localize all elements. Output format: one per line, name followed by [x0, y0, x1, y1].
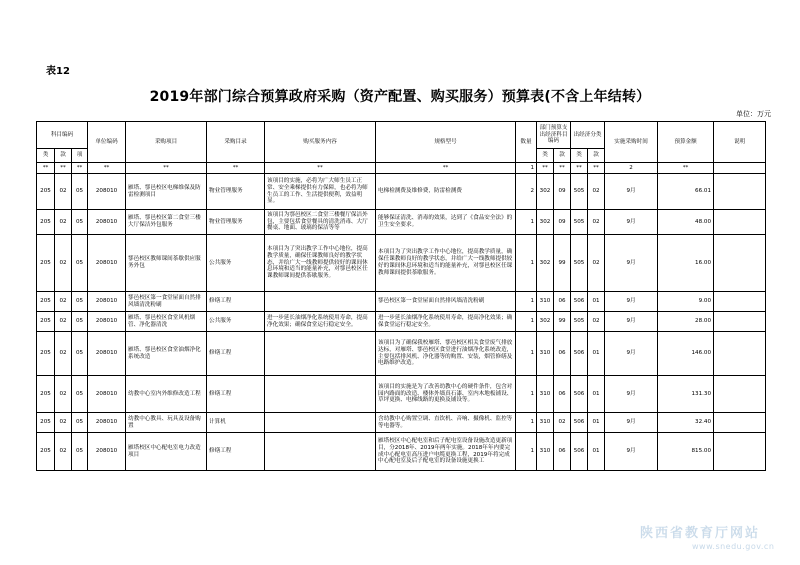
cell-time: 9月: [605, 174, 658, 210]
table-row: [37, 210, 766, 235]
header-spec: 规格型号: [376, 122, 516, 163]
header-subject-code: 科目编码: [37, 122, 88, 149]
cell-spec: 该项目为了确保我校雁塔、鄠邑校区相关食堂废气排放达标，对雁塔、鄠邑校区食堂进行油烟净化系统改造，主要包括排风机、净化器等的购置、安装，烟管修缮及电路维护改造。: [376, 332, 516, 376]
marker-cell: **: [265, 163, 376, 174]
cell-e2: 06: [554, 332, 571, 376]
marker-cell: 2: [605, 163, 658, 174]
cell-catalog: 公共服务: [207, 312, 265, 332]
header-lei: 类: [37, 149, 55, 163]
header-quantity: 数量: [516, 122, 537, 163]
cell-e2: 99: [554, 312, 571, 332]
cell-project: 鄠邑校区教师课间茶歇供应服务外包: [126, 235, 207, 292]
cell-kuan: 02: [55, 332, 72, 376]
cell-e3: 505: [571, 174, 588, 210]
cell-xiang: 05: [72, 312, 88, 332]
marker-cell: **: [88, 163, 126, 174]
cell-time: 9月: [605, 312, 658, 332]
header-outsource: 出经济分类: [571, 122, 605, 149]
cell-e4: 02: [588, 235, 605, 292]
budget-table: [36, 121, 766, 471]
cell-kuan: 02: [55, 376, 72, 413]
cell-content: [265, 292, 376, 312]
cell-e1: 302: [537, 210, 554, 235]
cell-xiang: 05: [72, 292, 88, 312]
cell-project: 雁塔、鄠邑校区食堂风机烟管、净化器清洗: [126, 312, 207, 332]
cell-e4: 01: [588, 292, 605, 312]
cell-amount: 146.00: [658, 332, 714, 376]
marker-cell: **: [658, 163, 714, 174]
cell-note: [714, 292, 766, 312]
cell-e1: 302: [537, 235, 554, 292]
cell-amount: 131.30: [658, 376, 714, 413]
cell-spec: 含幼教中心购置空调、直饮机、音响、摄像机、监控等等电器等。: [376, 413, 516, 433]
cell-note: [714, 235, 766, 292]
cell-time: 9月: [605, 210, 658, 235]
cell-content: 进一步延长油烟净化系统使用寿命，提高净化效果；确保食堂运行稳定安全。: [265, 312, 376, 332]
cell-e1: 310: [537, 292, 554, 312]
cell-time: 9月: [605, 292, 658, 312]
cell-e1: 302: [537, 174, 554, 210]
cell-amount: 9.00: [658, 292, 714, 312]
cell-xiang: 05: [72, 433, 88, 471]
header-time: 实施采购时间: [605, 122, 658, 163]
cell-lei: 205: [37, 413, 55, 433]
cell-project: 雁塔、鄠邑校区电梯维保及防雷检测项目: [126, 174, 207, 210]
cell-e4: 01: [588, 433, 605, 471]
cell-unit: 208010: [88, 174, 126, 210]
cell-note: [714, 174, 766, 210]
cell-xiang: 05: [72, 376, 88, 413]
cell-spec: 能够保证清洗、消毒的效果，达到了《食品安全法》的卫生安全要求。: [376, 210, 516, 235]
watermark-url: www.snedu.gov.cn: [692, 542, 775, 551]
cell-qty: 1: [516, 433, 537, 471]
cell-catalog: 修缮工程: [207, 433, 265, 471]
cell-amount: 48.00: [658, 210, 714, 235]
cell-qty: 1: [516, 413, 537, 433]
cell-lei: 205: [37, 292, 55, 312]
cell-spec: 进一步延长油烟净化系统使用寿命，提高净化效果；确保食堂运行稳定安全。: [376, 312, 516, 332]
cell-unit: 208010: [88, 332, 126, 376]
cell-catalog: 修缮工程: [207, 292, 265, 312]
cell-unit: 208010: [88, 210, 126, 235]
cell-amount: 815.00: [658, 433, 714, 471]
cell-catalog: 修缮工程: [207, 332, 265, 376]
cell-project: 幼教中心教具、玩具及设备购置: [126, 413, 207, 433]
cell-e4: 02: [588, 210, 605, 235]
cell-e3: 505: [571, 235, 588, 292]
cell-note: [714, 210, 766, 235]
table-number-label: 表12: [46, 66, 70, 77]
cell-spec: 雁塔校区中心配电室和后子配电室设备设施改造更新项目，分2018年、2019年两年实施。2018年年内要完成中心配电室高压进户电缆更换工程，2019年将完成中心配电室及后子配电室的设备设施更换工: [376, 433, 516, 471]
cell-xiang: 05: [72, 235, 88, 292]
cell-project: 雁塔、鄠邑校区第二食堂三楼大厅保洁外包服务: [126, 210, 207, 235]
cell-content: [265, 376, 376, 413]
header-xiang: 项: [72, 149, 88, 163]
cell-e1: 310: [537, 332, 554, 376]
cell-e4: 01: [588, 332, 605, 376]
marker-row: [37, 163, 766, 174]
cell-xiang: 05: [72, 413, 88, 433]
cell-e4: 02: [588, 312, 605, 332]
cell-amount: 66.01: [658, 174, 714, 210]
cell-project: 幼教中心室内外维修改造工程: [126, 376, 207, 413]
cell-kuan: 02: [55, 433, 72, 471]
cell-lei: 205: [37, 174, 55, 210]
cell-content: [265, 413, 376, 433]
table-row: [37, 376, 766, 413]
cell-spec: 本项目为了突出教学工作中心地位，提高教学质量，确保任课教师良好的教学状态，并给广大一线教师提供较好的课间休息环境和适当的能量补充，对鄠邑校区任课教师课间提供茶歇服务。: [376, 235, 516, 292]
header-outsource-kuan: 款: [588, 149, 605, 163]
cell-kuan: 02: [55, 174, 72, 210]
cell-time: 9月: [605, 413, 658, 433]
cell-catalog: 计算机: [207, 413, 265, 433]
cell-lei: 205: [37, 235, 55, 292]
cell-note: [714, 413, 766, 433]
marker-cell: **: [376, 163, 516, 174]
cell-time: 9月: [605, 332, 658, 376]
cell-xiang: 05: [72, 210, 88, 235]
marker-cell: **: [207, 163, 265, 174]
table-row: [37, 312, 766, 332]
cell-qty: 1: [516, 235, 537, 292]
marker-cell: **: [72, 163, 88, 174]
cell-qty: 1: [516, 376, 537, 413]
cell-amount: 16.00: [658, 235, 714, 292]
marker-cell: **: [537, 163, 554, 174]
cell-qty: 2: [516, 174, 537, 210]
header-note: 说明: [714, 122, 766, 163]
cell-unit: 208010: [88, 312, 126, 332]
marker-cell: **: [554, 163, 571, 174]
cell-project: 鄠邑校区第一食堂屋面自然排风墙清洗粉刷: [126, 292, 207, 312]
marker-cell: 1: [516, 163, 537, 174]
cell-kuan: 02: [55, 413, 72, 433]
cell-unit: 208010: [88, 413, 126, 433]
cell-e2: 06: [554, 292, 571, 312]
cell-spec: 该项目的实施是为了改善幼教中心的硬件条件，包含对园内路面的改造、楼体外墙真石漆、室内木地板铺设、草坪更换、电梯线路的更换及铺设等。: [376, 376, 516, 413]
unit-label: 单位：万元: [736, 110, 771, 118]
cell-catalog: 物业管理服务: [207, 210, 265, 235]
cell-content: 本项目为了突出教学工作中心地位，提高教学质量，确保任课教师良好的教学状态，并给广大一线教师提供较好的课间休息环境和适当的能量补充，对鄠邑校区任课教师课间提供茶歇服务。: [265, 235, 376, 292]
cell-xiang: 05: [72, 174, 88, 210]
header-kuan: 款: [55, 149, 72, 163]
cell-unit: 208010: [88, 235, 126, 292]
marker-cell: **: [588, 163, 605, 174]
cell-time: 9月: [605, 235, 658, 292]
marker-cell: **: [126, 163, 207, 174]
cell-content: 该项目为鄠邑校区二食堂三楼餐厅保洁外包，主要包括食堂餐具的清洗消毒、大厅餐桌、地面、玻璃的保洁等等: [265, 210, 376, 235]
cell-qty: 1: [516, 292, 537, 312]
cell-note: [714, 376, 766, 413]
cell-lei: 205: [37, 433, 55, 471]
cell-e2: 06: [554, 376, 571, 413]
cell-lei: 205: [37, 332, 55, 376]
cell-amount: 28.00: [658, 312, 714, 332]
cell-qty: 1: [516, 332, 537, 376]
marker-cell: **: [37, 163, 55, 174]
cell-e1: 302: [537, 312, 554, 332]
table-row: [37, 174, 766, 210]
table-row: [37, 433, 766, 471]
cell-e3: 505: [571, 210, 588, 235]
cell-lei: 205: [37, 312, 55, 332]
header-service-content: 购买服务内容: [265, 122, 376, 163]
cell-unit: 208010: [88, 433, 126, 471]
cell-e4: 02: [588, 174, 605, 210]
header-econ-kuan: 款: [554, 149, 571, 163]
cell-spec: 电梯检测费及维修费，防雷检测费: [376, 174, 516, 210]
cell-e2: 06: [554, 433, 571, 471]
cell-e4: 01: [588, 376, 605, 413]
cell-qty: 1: [516, 210, 537, 235]
header-amount: 预算金额: [658, 122, 714, 163]
cell-unit: 208010: [88, 292, 126, 312]
cell-e1: 310: [537, 433, 554, 471]
table-row: [37, 332, 766, 376]
cell-e2: 09: [554, 210, 571, 235]
watermark-text: 陕西省教育厅网站: [640, 526, 761, 541]
cell-kuan: 02: [55, 292, 72, 312]
cell-e3: 506: [571, 292, 588, 312]
cell-unit: 208010: [88, 376, 126, 413]
header-econ-lei: 类: [537, 149, 554, 163]
cell-e3: 505: [571, 312, 588, 332]
cell-e2: 02: [554, 413, 571, 433]
table-row: [37, 235, 766, 292]
cell-note: [714, 312, 766, 332]
header-econ-code: 部门预算支出经济科目编码: [537, 122, 571, 149]
cell-e3: 506: [571, 376, 588, 413]
table-body: [37, 174, 766, 471]
marker-cell: [714, 163, 766, 174]
marker-cell: **: [571, 163, 588, 174]
page-title: 2019年部门综合预算政府采购（资产配置、购买服务）预算表(不含上年结转）: [149, 89, 651, 105]
cell-catalog: 修缮工程: [207, 376, 265, 413]
cell-content: [265, 433, 376, 471]
cell-catalog: 物业管理服务: [207, 174, 265, 210]
cell-note: [714, 433, 766, 471]
cell-lei: 205: [37, 376, 55, 413]
cell-lei: 205: [37, 210, 55, 235]
cell-content: 该项目的实施，必将为广大师生员工正常、安全乘梯提供有力保障，也必将为师生员工的工作、生活提供便利，效益明显。: [265, 174, 376, 210]
cell-time: 9月: [605, 376, 658, 413]
cell-e4: 01: [588, 413, 605, 433]
cell-e1: 310: [537, 376, 554, 413]
cell-project: 雁塔校区中心配电室电力改造项目: [126, 433, 207, 471]
cell-catalog: 公共服务: [207, 235, 265, 292]
cell-project: 雁塔、鄠邑校区食堂油烟净化系统改造: [126, 332, 207, 376]
table-row: [37, 292, 766, 312]
cell-amount: 32.40: [658, 413, 714, 433]
header-project: 采购项目: [126, 122, 207, 163]
cell-kuan: 02: [55, 235, 72, 292]
table-row: [37, 413, 766, 433]
header-catalog: 采购目录: [207, 122, 265, 163]
header-unit-code: 单位编码: [88, 122, 126, 163]
cell-qty: 1: [516, 312, 537, 332]
cell-xiang: 05: [72, 332, 88, 376]
header-outsource-lei: 类: [571, 149, 588, 163]
cell-e2: 99: [554, 235, 571, 292]
cell-e3: 506: [571, 413, 588, 433]
cell-kuan: 02: [55, 312, 72, 332]
marker-cell: **: [55, 163, 72, 174]
cell-spec: 鄠邑校区第一食堂屋面自然排风墙清洗粉刷: [376, 292, 516, 312]
cell-e2: 09: [554, 174, 571, 210]
cell-note: [714, 332, 766, 376]
cell-time: 9月: [605, 433, 658, 471]
cell-e3: 506: [571, 332, 588, 376]
cell-e3: 506: [571, 433, 588, 471]
cell-e1: 310: [537, 413, 554, 433]
cell-kuan: 02: [55, 210, 72, 235]
cell-content: [265, 332, 376, 376]
